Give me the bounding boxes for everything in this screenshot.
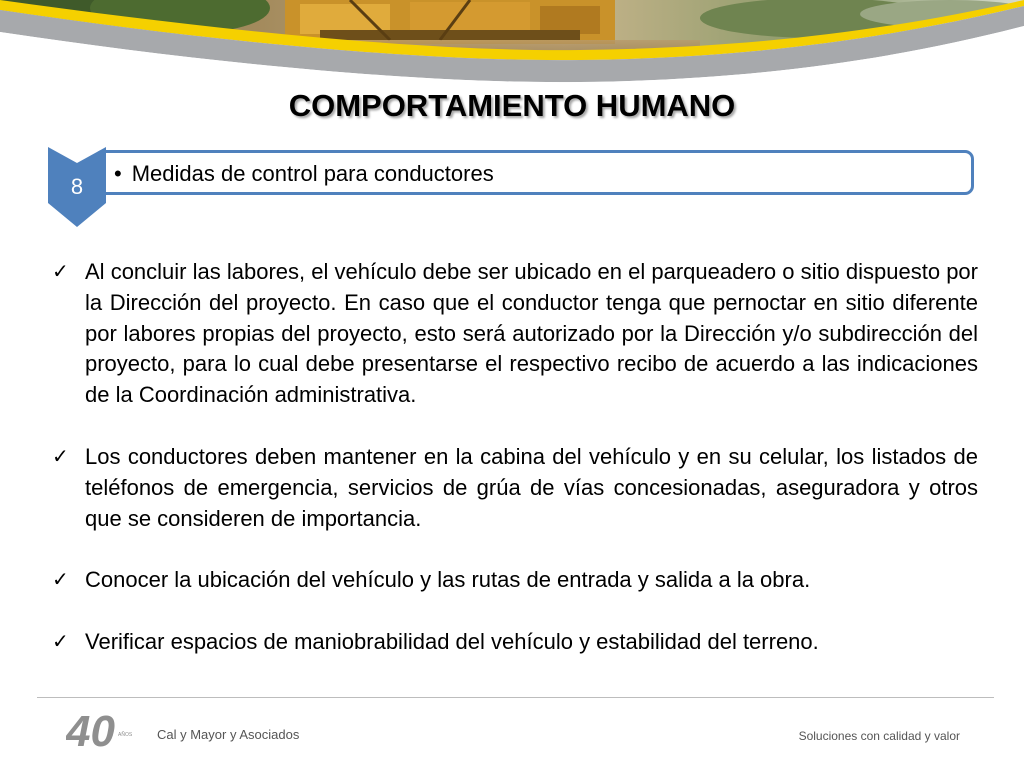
checklist-item-text: Los conductores deben mantener en la cabina del vehículo y en su celular, los listados de teléfonos de emergencia, servicios de grúa de vías concesionadas, aseguradora y otros que se consideren de importancia.	[85, 443, 978, 531]
checklist-item	[52, 257, 978, 411]
company-logo	[66, 706, 152, 752]
header-photo-image	[0, 0, 1024, 95]
logo-digits: 40	[66, 707, 115, 752]
section-heading	[114, 161, 494, 187]
bullet-icon: •	[114, 161, 122, 186]
slide-title: COMPORTAMIENTO HUMANO	[288, 88, 736, 123]
checkmark-icon: ✓	[52, 445, 69, 468]
checklist	[52, 257, 978, 658]
company-name: Cal y Mayor y Asociados	[157, 727, 300, 742]
checklist-item	[52, 627, 978, 658]
logo-small-text: AÑOS	[118, 732, 133, 738]
section-number: 8	[70, 174, 84, 199]
company-tagline: Soluciones con calidad y valor	[798, 729, 960, 743]
header-banner	[0, 0, 1024, 95]
checklist-item	[52, 565, 978, 596]
footer-divider	[37, 697, 994, 698]
checklist-item-text: Conocer la ubicación del vehículo y las rutas de entrada y salida a la obra.	[85, 567, 811, 593]
checklist-item-text: Al concluir las labores, el vehículo debe ser ubicado en el parqueadero o sitio dispuesto por la Dirección del proyecto. En caso que el conductor tenga que pernoctar en sitio diferente por labores propias del proyecto, esto será autorizado por la Dirección y/o subdirección del proyecto, para lo cual debe presentarse el respectivo recibo de acuerdo a las indicaciones de la Coordinación administrativa.	[85, 259, 978, 408]
checkmark-icon: ✓	[52, 631, 69, 654]
checkmark-icon: ✓	[52, 261, 69, 283]
checkmark-icon: ✓	[52, 569, 69, 592]
checklist-item-text: Verificar espacios de maniobrabilidad del vehículo y estabilidad del terreno.	[85, 629, 819, 655]
section-header	[48, 147, 982, 227]
checklist-item	[52, 442, 978, 534]
section-heading-text: Medidas de control para conductores	[131, 161, 494, 186]
